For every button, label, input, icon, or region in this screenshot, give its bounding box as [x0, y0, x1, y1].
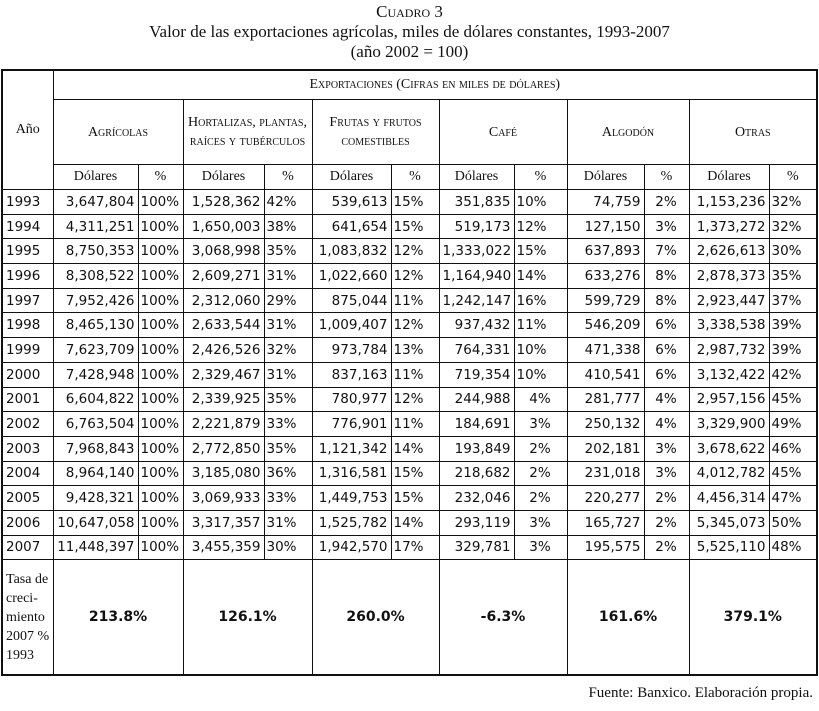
year-cell: 1997	[2, 288, 53, 313]
dollars-cell: 539,613	[312, 190, 391, 215]
dollars-cell: 2,923,447	[689, 288, 769, 313]
year-cell: 2007	[2, 535, 53, 560]
dollars-cell: 5,525,110	[689, 535, 769, 560]
percent-cell: 32%	[769, 214, 817, 239]
table-row	[2, 338, 817, 363]
dollars-cell: 7,623,709	[53, 338, 138, 363]
percent-cell: 14%	[391, 510, 439, 535]
dollars-cell: 2,312,060	[183, 288, 264, 313]
dollars-cell: 9,428,321	[53, 486, 138, 511]
dollars-cell: 2,626,613	[689, 239, 769, 264]
dollars-cell: 3,069,933	[183, 486, 264, 511]
dollars-cell: 3,068,998	[183, 239, 264, 264]
category-header: Algodón	[567, 100, 689, 165]
source-note: Fuente: Banxico. Elaboración propia.	[588, 685, 813, 701]
percent-subheader: %	[644, 165, 689, 190]
dollars-cell: 10,647,058	[53, 510, 138, 535]
dollars-cell: 127,150	[567, 214, 644, 239]
percent-cell: 29%	[264, 288, 312, 313]
table-row	[2, 535, 817, 560]
year-header: Año	[2, 70, 53, 190]
dollars-subheader: Dólares	[689, 165, 769, 190]
percent-cell: 46%	[769, 436, 817, 461]
table-row	[2, 288, 817, 313]
growth-value: 126.1%	[183, 560, 312, 676]
percent-cell: 35%	[264, 387, 312, 412]
exports-table	[1, 69, 818, 676]
table-caption	[0, 2, 819, 62]
percent-cell: 47%	[769, 486, 817, 511]
percent-cell: 10%	[514, 190, 567, 215]
percent-cell: 10%	[514, 338, 567, 363]
dollars-cell: 937,432	[439, 313, 514, 338]
percent-cell: 3%	[514, 510, 567, 535]
dollars-cell: 599,729	[567, 288, 644, 313]
percent-subheader: %	[391, 165, 439, 190]
dollars-cell: 641,654	[312, 214, 391, 239]
percent-cell: 12%	[391, 239, 439, 264]
percent-cell: 2%	[514, 436, 567, 461]
dollars-cell: 546,209	[567, 313, 644, 338]
dollars-cell: 5,345,073	[689, 510, 769, 535]
dollars-cell: 2,221,879	[183, 412, 264, 437]
table-row	[2, 510, 817, 535]
dollars-cell: 1,528,362	[183, 190, 264, 215]
dollars-cell: 220,277	[567, 486, 644, 511]
year-cell: 2006	[2, 510, 53, 535]
dollars-cell: 3,455,359	[183, 535, 264, 560]
percent-cell: 11%	[391, 362, 439, 387]
year-cell: 2005	[2, 486, 53, 511]
dollars-cell: 780,977	[312, 387, 391, 412]
dollars-cell: 281,777	[567, 387, 644, 412]
dollars-cell: 218,682	[439, 461, 514, 486]
percent-cell: 11%	[391, 288, 439, 313]
percent-cell: 35%	[264, 436, 312, 461]
percent-cell: 2%	[514, 486, 567, 511]
percent-cell: 3%	[514, 535, 567, 560]
percent-cell: 100%	[138, 362, 183, 387]
percent-cell: 12%	[391, 313, 439, 338]
table-row	[2, 313, 817, 338]
percent-cell: 49%	[769, 412, 817, 437]
year-cell: 2000	[2, 362, 53, 387]
table-row	[2, 362, 817, 387]
dollars-cell: 232,046	[439, 486, 514, 511]
dollars-cell: 633,276	[567, 264, 644, 289]
caption-label: Cuadro 3	[376, 2, 443, 21]
dollars-cell: 2,426,526	[183, 338, 264, 363]
percent-cell: 8%	[644, 288, 689, 313]
dollars-cell: 2,339,925	[183, 387, 264, 412]
caption-base-year: (año 2002 = 100)	[350, 42, 469, 61]
dollars-cell: 2,609,271	[183, 264, 264, 289]
dollars-cell: 74,759	[567, 190, 644, 215]
percent-cell: 4%	[644, 412, 689, 437]
category-header: Hortalizas, plantas, raíces y tubérculos	[183, 100, 312, 165]
dollars-cell: 3,338,538	[689, 313, 769, 338]
dollars-cell: 244,988	[439, 387, 514, 412]
year-cell: 1996	[2, 264, 53, 289]
dollars-cell: 2,987,732	[689, 338, 769, 363]
dollars-cell: 3,647,804	[53, 190, 138, 215]
dollars-cell: 193,849	[439, 436, 514, 461]
dollars-cell: 202,181	[567, 436, 644, 461]
percent-cell: 12%	[391, 264, 439, 289]
dollars-cell: 1,153,236	[689, 190, 769, 215]
dollars-cell: 2,329,467	[183, 362, 264, 387]
percent-cell: 42%	[769, 362, 817, 387]
year-cell: 1999	[2, 338, 53, 363]
dollars-cell: 637,893	[567, 239, 644, 264]
percent-cell: 17%	[391, 535, 439, 560]
percent-cell: 100%	[138, 313, 183, 338]
dollars-cell: 2,878,373	[689, 264, 769, 289]
percent-cell: 3%	[514, 412, 567, 437]
percent-cell: 37%	[769, 288, 817, 313]
dollars-cell: 837,163	[312, 362, 391, 387]
percent-cell: 100%	[138, 535, 183, 560]
percent-cell: 16%	[514, 288, 567, 313]
percent-cell: 33%	[264, 412, 312, 437]
percent-cell: 6%	[644, 362, 689, 387]
dollars-cell: 165,727	[567, 510, 644, 535]
percent-cell: 50%	[769, 510, 817, 535]
percent-cell: 38%	[264, 214, 312, 239]
dollars-cell: 2,633,544	[183, 313, 264, 338]
year-cell: 2004	[2, 461, 53, 486]
exports-group-header: Exportaciones (Cifras en miles de dólares)	[53, 70, 817, 100]
dollars-cell: 8,465,130	[53, 313, 138, 338]
percent-cell: 100%	[138, 461, 183, 486]
percent-cell: 15%	[514, 239, 567, 264]
percent-cell: 42%	[264, 190, 312, 215]
percent-cell: 15%	[391, 190, 439, 215]
growth-value: 260.0%	[312, 560, 439, 676]
dollars-cell: 195,575	[567, 535, 644, 560]
percent-cell: 32%	[769, 190, 817, 215]
percent-cell: 39%	[769, 338, 817, 363]
dollars-cell: 8,750,353	[53, 239, 138, 264]
growth-label: Tasa de creci-miento 2007 % 1993	[2, 560, 53, 676]
percent-cell: 6%	[644, 313, 689, 338]
percent-cell: 6%	[644, 338, 689, 363]
category-header: Agrícolas	[53, 100, 183, 165]
dollars-cell: 1,333,022	[439, 239, 514, 264]
dollars-cell: 3,185,080	[183, 461, 264, 486]
table-row	[2, 486, 817, 511]
percent-cell: 8%	[644, 264, 689, 289]
growth-value: 161.6%	[567, 560, 689, 676]
dollars-cell: 1,022,660	[312, 264, 391, 289]
percent-cell: 15%	[391, 486, 439, 511]
dollars-cell: 250,132	[567, 412, 644, 437]
dollars-cell: 6,763,504	[53, 412, 138, 437]
dollars-cell: 1,373,272	[689, 214, 769, 239]
percent-cell: 2%	[644, 510, 689, 535]
dollars-cell: 1,121,342	[312, 436, 391, 461]
percent-cell: 39%	[769, 313, 817, 338]
dollars-cell: 519,173	[439, 214, 514, 239]
percent-cell: 31%	[264, 313, 312, 338]
percent-cell: 31%	[264, 264, 312, 289]
percent-cell: 2%	[644, 486, 689, 511]
table-row	[2, 412, 817, 437]
table-row	[2, 239, 817, 264]
percent-cell: 32%	[264, 338, 312, 363]
year-cell: 1995	[2, 239, 53, 264]
dollars-cell: 1,650,003	[183, 214, 264, 239]
percent-cell: 30%	[264, 535, 312, 560]
dollars-cell: 1,942,570	[312, 535, 391, 560]
growth-value: 379.1%	[689, 560, 817, 676]
percent-cell: 100%	[138, 338, 183, 363]
percent-cell: 11%	[391, 412, 439, 437]
percent-cell: 10%	[514, 362, 567, 387]
dollars-cell: 4,456,314	[689, 486, 769, 511]
percent-cell: 3%	[644, 214, 689, 239]
table-row	[2, 387, 817, 412]
percent-cell: 100%	[138, 510, 183, 535]
percent-cell: 15%	[391, 461, 439, 486]
dollars-cell: 4,311,251	[53, 214, 138, 239]
category-header: Café	[439, 100, 567, 165]
percent-cell: 100%	[138, 288, 183, 313]
dollars-cell: 1,242,147	[439, 288, 514, 313]
dollars-cell: 776,901	[312, 412, 391, 437]
table-row	[2, 461, 817, 486]
percent-cell: 100%	[138, 190, 183, 215]
percent-cell: 36%	[264, 461, 312, 486]
dollars-cell: 471,338	[567, 338, 644, 363]
dollars-cell: 3,132,422	[689, 362, 769, 387]
percent-subheader: %	[769, 165, 817, 190]
dollars-cell: 184,691	[439, 412, 514, 437]
dollars-cell: 1,083,832	[312, 239, 391, 264]
percent-cell: 100%	[138, 214, 183, 239]
percent-cell: 33%	[264, 486, 312, 511]
dollars-cell: 7,952,426	[53, 288, 138, 313]
percent-cell: 35%	[769, 264, 817, 289]
growth-value: -6.3%	[439, 560, 567, 676]
dollars-cell: 6,604,822	[53, 387, 138, 412]
percent-cell: 30%	[769, 239, 817, 264]
dollars-cell: 1,164,940	[439, 264, 514, 289]
percent-cell: 3%	[644, 461, 689, 486]
percent-cell: 7%	[644, 239, 689, 264]
dollars-cell: 1,316,581	[312, 461, 391, 486]
percent-cell: 4%	[514, 387, 567, 412]
category-header: Frutas y frutos comestibles	[312, 100, 439, 165]
dollars-cell: 2,957,156	[689, 387, 769, 412]
table-row	[2, 436, 817, 461]
year-cell: 2001	[2, 387, 53, 412]
percent-cell: 4%	[644, 387, 689, 412]
percent-cell: 45%	[769, 461, 817, 486]
growth-value: 213.8%	[53, 560, 183, 676]
percent-cell: 100%	[138, 436, 183, 461]
percent-cell: 14%	[514, 264, 567, 289]
year-cell: 1994	[2, 214, 53, 239]
percent-cell: 48%	[769, 535, 817, 560]
dollars-cell: 7,428,948	[53, 362, 138, 387]
percent-cell: 31%	[264, 362, 312, 387]
year-cell: 1993	[2, 190, 53, 215]
percent-cell: 12%	[514, 214, 567, 239]
dollars-cell: 973,784	[312, 338, 391, 363]
dollars-cell: 8,964,140	[53, 461, 138, 486]
percent-cell: 15%	[391, 214, 439, 239]
percent-cell: 100%	[138, 387, 183, 412]
table-row	[2, 214, 817, 239]
dollars-cell: 11,448,397	[53, 535, 138, 560]
percent-cell: 2%	[644, 190, 689, 215]
dollars-cell: 329,781	[439, 535, 514, 560]
year-cell: 2003	[2, 436, 53, 461]
dollars-cell: 1,009,407	[312, 313, 391, 338]
percent-cell: 3%	[644, 436, 689, 461]
dollars-cell: 719,354	[439, 362, 514, 387]
dollars-cell: 1,525,782	[312, 510, 391, 535]
year-cell: 2002	[2, 412, 53, 437]
dollars-cell: 3,678,622	[689, 436, 769, 461]
percent-cell: 45%	[769, 387, 817, 412]
percent-cell: 35%	[264, 239, 312, 264]
growth-row	[2, 560, 817, 676]
percent-cell: 100%	[138, 264, 183, 289]
percent-cell: 12%	[391, 387, 439, 412]
dollars-subheader: Dólares	[53, 165, 138, 190]
percent-cell: 2%	[644, 535, 689, 560]
percent-cell: 13%	[391, 338, 439, 363]
dollars-cell: 2,772,850	[183, 436, 264, 461]
dollars-subheader: Dólares	[183, 165, 264, 190]
dollars-cell: 1,449,753	[312, 486, 391, 511]
dollars-cell: 3,329,900	[689, 412, 769, 437]
dollars-subheader: Dólares	[312, 165, 391, 190]
caption-title: Valor de las exportaciones agrícolas, miles de dólares constantes, 1993-2007	[149, 22, 670, 41]
table-row	[2, 264, 817, 289]
percent-cell: 100%	[138, 486, 183, 511]
percent-cell: 14%	[391, 436, 439, 461]
dollars-cell: 351,835	[439, 190, 514, 215]
dollars-cell: 4,012,782	[689, 461, 769, 486]
dollars-cell: 764,331	[439, 338, 514, 363]
percent-cell: 100%	[138, 412, 183, 437]
dollars-cell: 293,119	[439, 510, 514, 535]
dollars-cell: 231,018	[567, 461, 644, 486]
percent-subheader: %	[514, 165, 567, 190]
dollars-cell: 7,968,843	[53, 436, 138, 461]
dollars-subheader: Dólares	[567, 165, 644, 190]
percent-cell: 2%	[514, 461, 567, 486]
percent-subheader: %	[138, 165, 183, 190]
dollars-cell: 8,308,522	[53, 264, 138, 289]
dollars-cell: 410,541	[567, 362, 644, 387]
table-row	[2, 190, 817, 215]
percent-cell: 31%	[264, 510, 312, 535]
percent-cell: 100%	[138, 239, 183, 264]
percent-subheader: %	[264, 165, 312, 190]
year-cell: 1998	[2, 313, 53, 338]
dollars-cell: 875,044	[312, 288, 391, 313]
dollars-subheader: Dólares	[439, 165, 514, 190]
category-header: Otras	[689, 100, 817, 165]
percent-cell: 11%	[514, 313, 567, 338]
dollars-cell: 3,317,357	[183, 510, 264, 535]
